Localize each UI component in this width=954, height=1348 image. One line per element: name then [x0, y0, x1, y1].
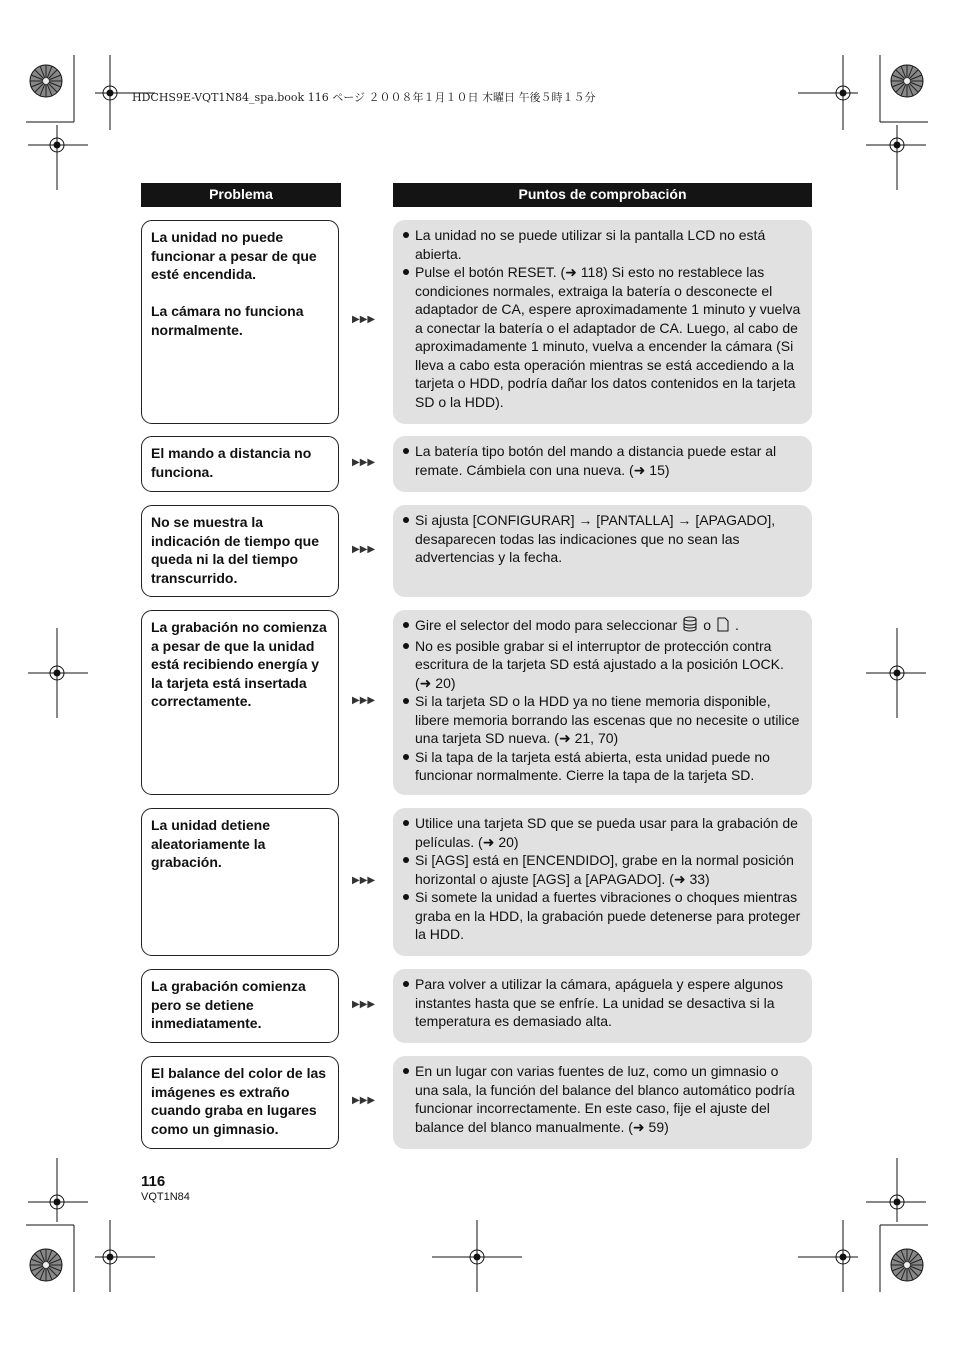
check-box — [393, 220, 812, 424]
arrow-indicator: ▶▶▶ — [352, 457, 376, 468]
print-header: HDCHS9E-VQT1N84_spa.book 116 ページ ２００８年１月１０日 木曜日 午後５時１５分 — [132, 91, 596, 104]
check-item: La unidad no se puede utilizar si la pantalla LCD no está abierta. — [403, 226, 802, 263]
page-number: 116 — [141, 1173, 166, 1190]
arrow-indicator: ▶▶▶ — [352, 544, 376, 555]
arrow-indicator: ▶▶▶ — [352, 999, 376, 1010]
arrow-indicator: ▶▶▶ — [352, 1095, 376, 1106]
problem-box — [141, 505, 339, 597]
problem-text: La grabación no comienza a pesar de que la unidad está recibiendo energía y la tarjeta está insertada correctamente. — [151, 619, 327, 709]
arrow-indicator: ▶▶▶ — [352, 875, 376, 886]
checks-column-header: Puntos de comprobación — [393, 183, 812, 207]
problem-text: No se muestra la indicación de tiempo que queda ni la del tiempo transcurrido. — [151, 514, 320, 586]
problem-text: El mando a distancia no funciona. — [151, 445, 312, 480]
problem-text: La unidad detiene aleatoriamente la grabación. — [151, 817, 271, 870]
problem-text: La unidad no puede funcionar a pesar de que esté encendida. — [151, 229, 317, 282]
document-code: VQT1N84 — [141, 1191, 190, 1203]
check-mode-prefix: Gire el selector del modo para seleccionar — [415, 617, 678, 633]
check-box — [393, 1056, 812, 1149]
arrow-indicator: ▶▶▶ — [352, 695, 376, 706]
check-item: Si [AGS] está en [ENCENDIDO], grabe en la normal posición horizontal o ajuste [AGS] a [APAGADO]. (➜ 33) — [403, 851, 802, 888]
check-item: La batería tipo botón del mando a distancia puede estar al remate. Cámbiela con una nueva. (➜ 15) — [403, 442, 802, 479]
check-item: Para volver a utilizar la cámara, apáguela y espere algunos instantes hasta que se enfríe. La unidad se desactiva si la temperatura es demasiado alta. — [403, 975, 802, 1031]
problem-column-header: Problema — [141, 183, 341, 207]
check-box — [393, 969, 812, 1043]
check-item: Si la tarjeta SD o la HDD ya no tiene memoria disponible, libere memoria borrando las escenas que no necesite o utilice una tarjeta SD nueva. (➜ 21, 70) — [403, 692, 802, 748]
problem-box — [141, 220, 339, 424]
problem-box — [141, 610, 339, 795]
check-mode-or: o — [703, 617, 712, 633]
problem-box — [141, 969, 339, 1043]
check-box — [393, 610, 812, 795]
check-item: No es posible grabar si el interruptor de protección contra escritura de la tarjeta SD está ajustado a la posición LOCK. (➜ 20) — [403, 637, 802, 693]
check-box — [393, 436, 812, 492]
sd-recording-mode-icon — [717, 617, 729, 637]
arrow-indicator: ▶▶▶ — [352, 314, 376, 325]
hdd-recording-mode-icon — [683, 616, 697, 637]
problem-text: El balance del color de las imágenes es extraño cuando graba en lugares como un gimnasio. — [151, 1065, 327, 1137]
problem-box — [141, 436, 339, 492]
check-item: Pulse el botón RESET. (➜ 118) Si esto no restablece las condiciones normales, extraiga la batería o desconecte el adaptador de CA, espere aproximadamente 1 minuto y vuelva a conectar la batería o el adaptador de CA. Luego, al cabo de aproximadamente 1 minuto, vuelva a encender la cámara (Si lleva a cabo esta operación mientras se está accediendo a la tarjeta o HDD, podría dañar los datos contenidos en la tarjeta SD o la HDD). — [403, 263, 802, 411]
check-item: En un lugar con varias fuentes de luz, como un gimnasio o una sala, la función del balance del blanco automático podría funcionar incorrectamente. En este caso, fije el ajuste del balance del blanco manualmente. (➜ 59) — [403, 1062, 802, 1136]
check-box — [393, 808, 812, 956]
check-box — [393, 505, 812, 597]
check-item-mode — [403, 616, 802, 637]
check-mode-suffix: . — [735, 617, 739, 633]
problem-box — [141, 1056, 339, 1149]
problem-box — [141, 808, 339, 956]
problem-text: La grabación comienza pero se detiene inmediatamente. — [151, 978, 306, 1031]
problem-text: La cámara no funciona normalmente. — [151, 303, 304, 338]
check-item: Si ajusta [CONFIGURAR] → [PANTALLA] → [APAGADO], desaparecen todas las indicaciones que no sean las advertencias y la fecha. — [403, 511, 802, 567]
check-item: Utilice una tarjeta SD que se pueda usar para la grabación de películas. (➜ 20) — [403, 814, 802, 851]
check-item: Si la tapa de la tarjeta está abierta, esta unidad puede no funcionar normalmente. Cierre la tapa de la tarjeta SD. — [403, 748, 802, 785]
check-item: Si somete la unidad a fuertes vibraciones o choques mientras graba en la HDD, la grabación puede detenerse para proteger la HDD. — [403, 888, 802, 944]
